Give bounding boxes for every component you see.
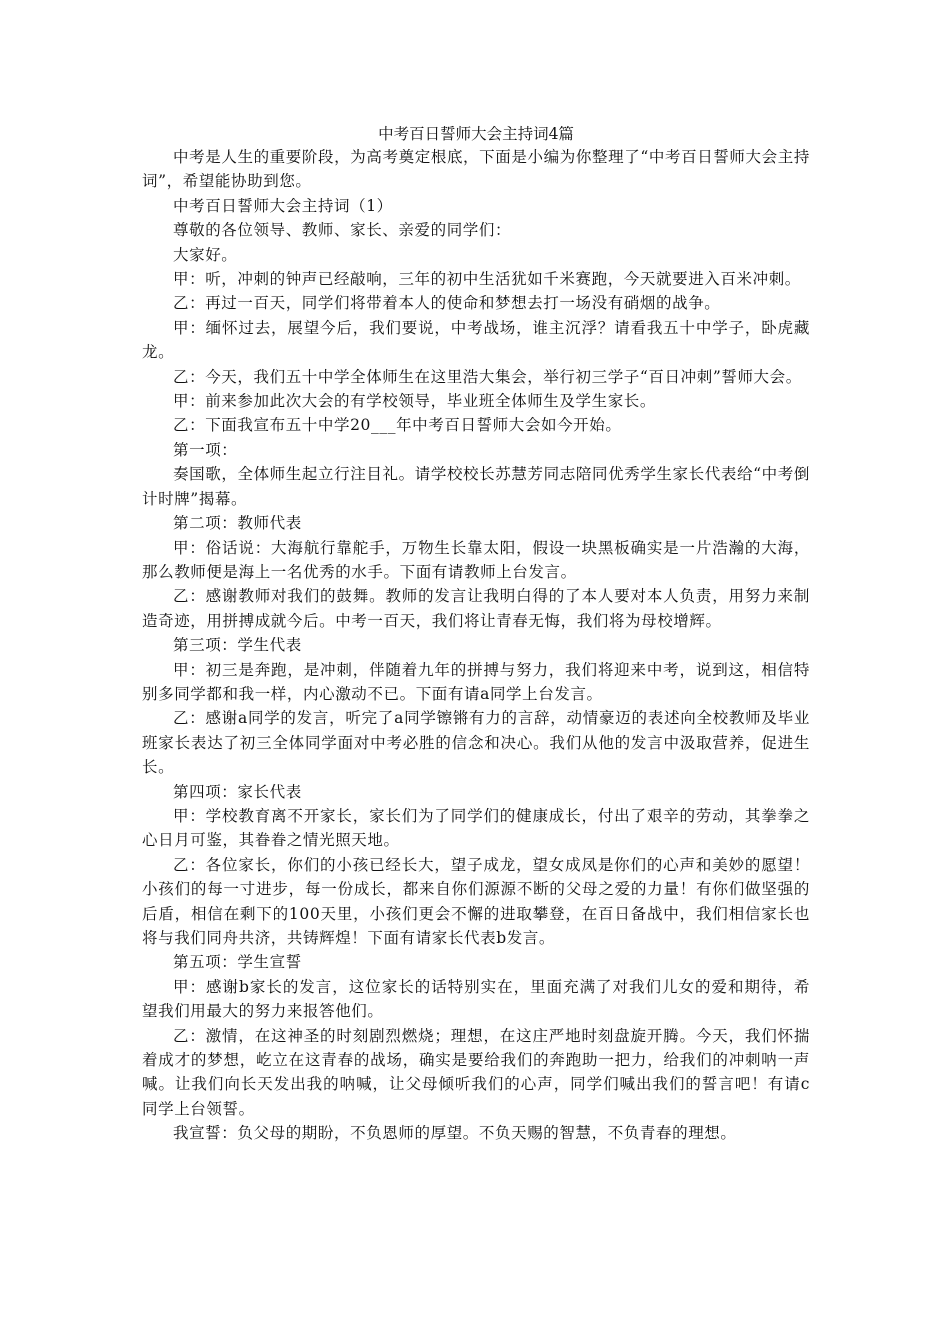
paragraph-intro: 中考是人生的重要阶段，为高考奠定根底，下面是小编为你整理了“中考百日誓师大会主持词”，希望能协助到您。: [142, 148, 810, 191]
paragraph-hello: 大家好。: [173, 245, 238, 264]
paragraph-greeting: 尊敬的各位领导、教师、家长、亲爱的同学们：: [173, 221, 512, 240]
paragraph-yi-7: 乙：激情，在这神圣的时刻剧烈燃烧；理想，在这庄严地时刻盘旋开腾。今天，我们怀揣着成才的梦想，屹立在这青春的战场，确实是要给我们的奔跑助一把力，给我们的冲刺呐一声喊。让我们向长天发出我的呐喊，让父母倾听我们的心声，同学们喊出我们的誓言吧！有请c同学上台领誓。: [142, 1026, 810, 1118]
paragraph-yi-4: 乙：感谢教师对我们的鼓舞。教师的发言让我明白得的了本人要对本人负责，用努力来制造奇迹，用拼搏成就今后。中考一百天，我们将让青春无悔，我们将为母校增辉。: [142, 587, 810, 630]
paragraph-jia-3: 甲：前来参加此次大会的有学校领导，毕业班全体师生及学生家长。: [173, 392, 657, 411]
paragraph-jia-7: 甲：感谢b家长的发言，这位家长的话特别实在，里面充满了对我们儿女的爱和期待，希望我们用最大的努力来报答他们。: [142, 977, 810, 1021]
paragraph-jia-4: 甲：俗话说：大海航行靠舵手，万物生长靠太阳，假设一块黑板确实是一片浩瀚的大海，那么教师便是海上一名优秀的水手。下面有请教师上台发言。: [142, 538, 810, 581]
paragraph-yi-3: 乙：下面我宣布五十中学20___年中考百日誓师大会如今开始。: [173, 416, 622, 435]
item-heading-3: 第三项：学生代表: [173, 636, 302, 655]
item-heading-5: 第五项：学生宣誓: [173, 953, 302, 972]
section-heading-1: 中考百日誓师大会主持词（1）: [173, 196, 393, 215]
item-heading-4: 第四项：家长代表: [173, 782, 302, 801]
paragraph-yi-6: 乙：各位家长，你们的小孩已经长大，望子成龙，望女成凤是你们的心声和美妙的愿望！小孩们的每一寸进步，每一份成长，都来自你们源源不断的父母之爱的力量！有你们做坚强的后盾，相信在剩下的100天里，小孩们更会不懈的进取攀登，在百日备战中，我们相信家长也将与我们同舟共济，共铸辉煌！下面有请家长代表b发言。: [142, 855, 810, 947]
paragraph-anthem: 奏国歌，全体师生起立行注目礼。请学校校长苏慧芳同志陪同优秀学生家长代表给“中考倒计时牌”揭幕。: [142, 465, 810, 508]
paragraph-yi-5: 乙：感谢a同学的发言，听完了a同学镲锵有力的言辞，动情豪迈的表述向全校教师及毕业班家长表达了初三全体同学面对中考必胜的信念和决心。我们从他的发言中汲取营养，促进生长。: [142, 709, 810, 777]
paragraph-jia-1: 甲：听，冲刺的钟声已经敲响，三年的初中生活犹如千米赛跑，今天就要进入百米冲刺。: [173, 270, 801, 289]
item-heading-2: 第二项：教师代表: [173, 514, 302, 533]
paragraph-jia-5: 甲：初三是奔跑，是冲刺，伴随着九年的拼搏与努力，我们将迎来中考，说到这，相信特别多同学都和我一样，内心激动不已。下面有请a同学上台发言。: [142, 660, 810, 703]
paragraph-jia-6: 甲：学校教育离不开家长，家长们为了同学们的健康成长，付出了艰辛的劳动，其拳拳之心日月可鉴，其眷眷之情光照天地。: [142, 806, 810, 850]
paragraph-yi-2: 乙：今天，我们五十中学全体师生在这里浩大集会，举行初三学子“百日冲刺”誓师大会。: [173, 367, 802, 386]
paragraph-yi-1: 乙：再过一百天，同学们将带着本人的使命和梦想去打一场没有硝烟的战争。: [173, 294, 721, 313]
document-title: 中考百日誓师大会主持词4篇: [378, 125, 574, 143]
document-page: [142, 123, 810, 1146]
paragraph-jia-2: 甲：缅怀过去，展望今后，我们要说，中考战场，谁主沉浮？请看我五十中学子，卧虎藏龙。: [142, 318, 810, 362]
document-body: [142, 145, 810, 1146]
paragraph-oath: 我宣誓：负父母的期盼，不负恩师的厚望。不负天赐的智慧，不负青春的理想。: [173, 1124, 737, 1143]
item-heading-1: 第一项：: [173, 440, 238, 459]
